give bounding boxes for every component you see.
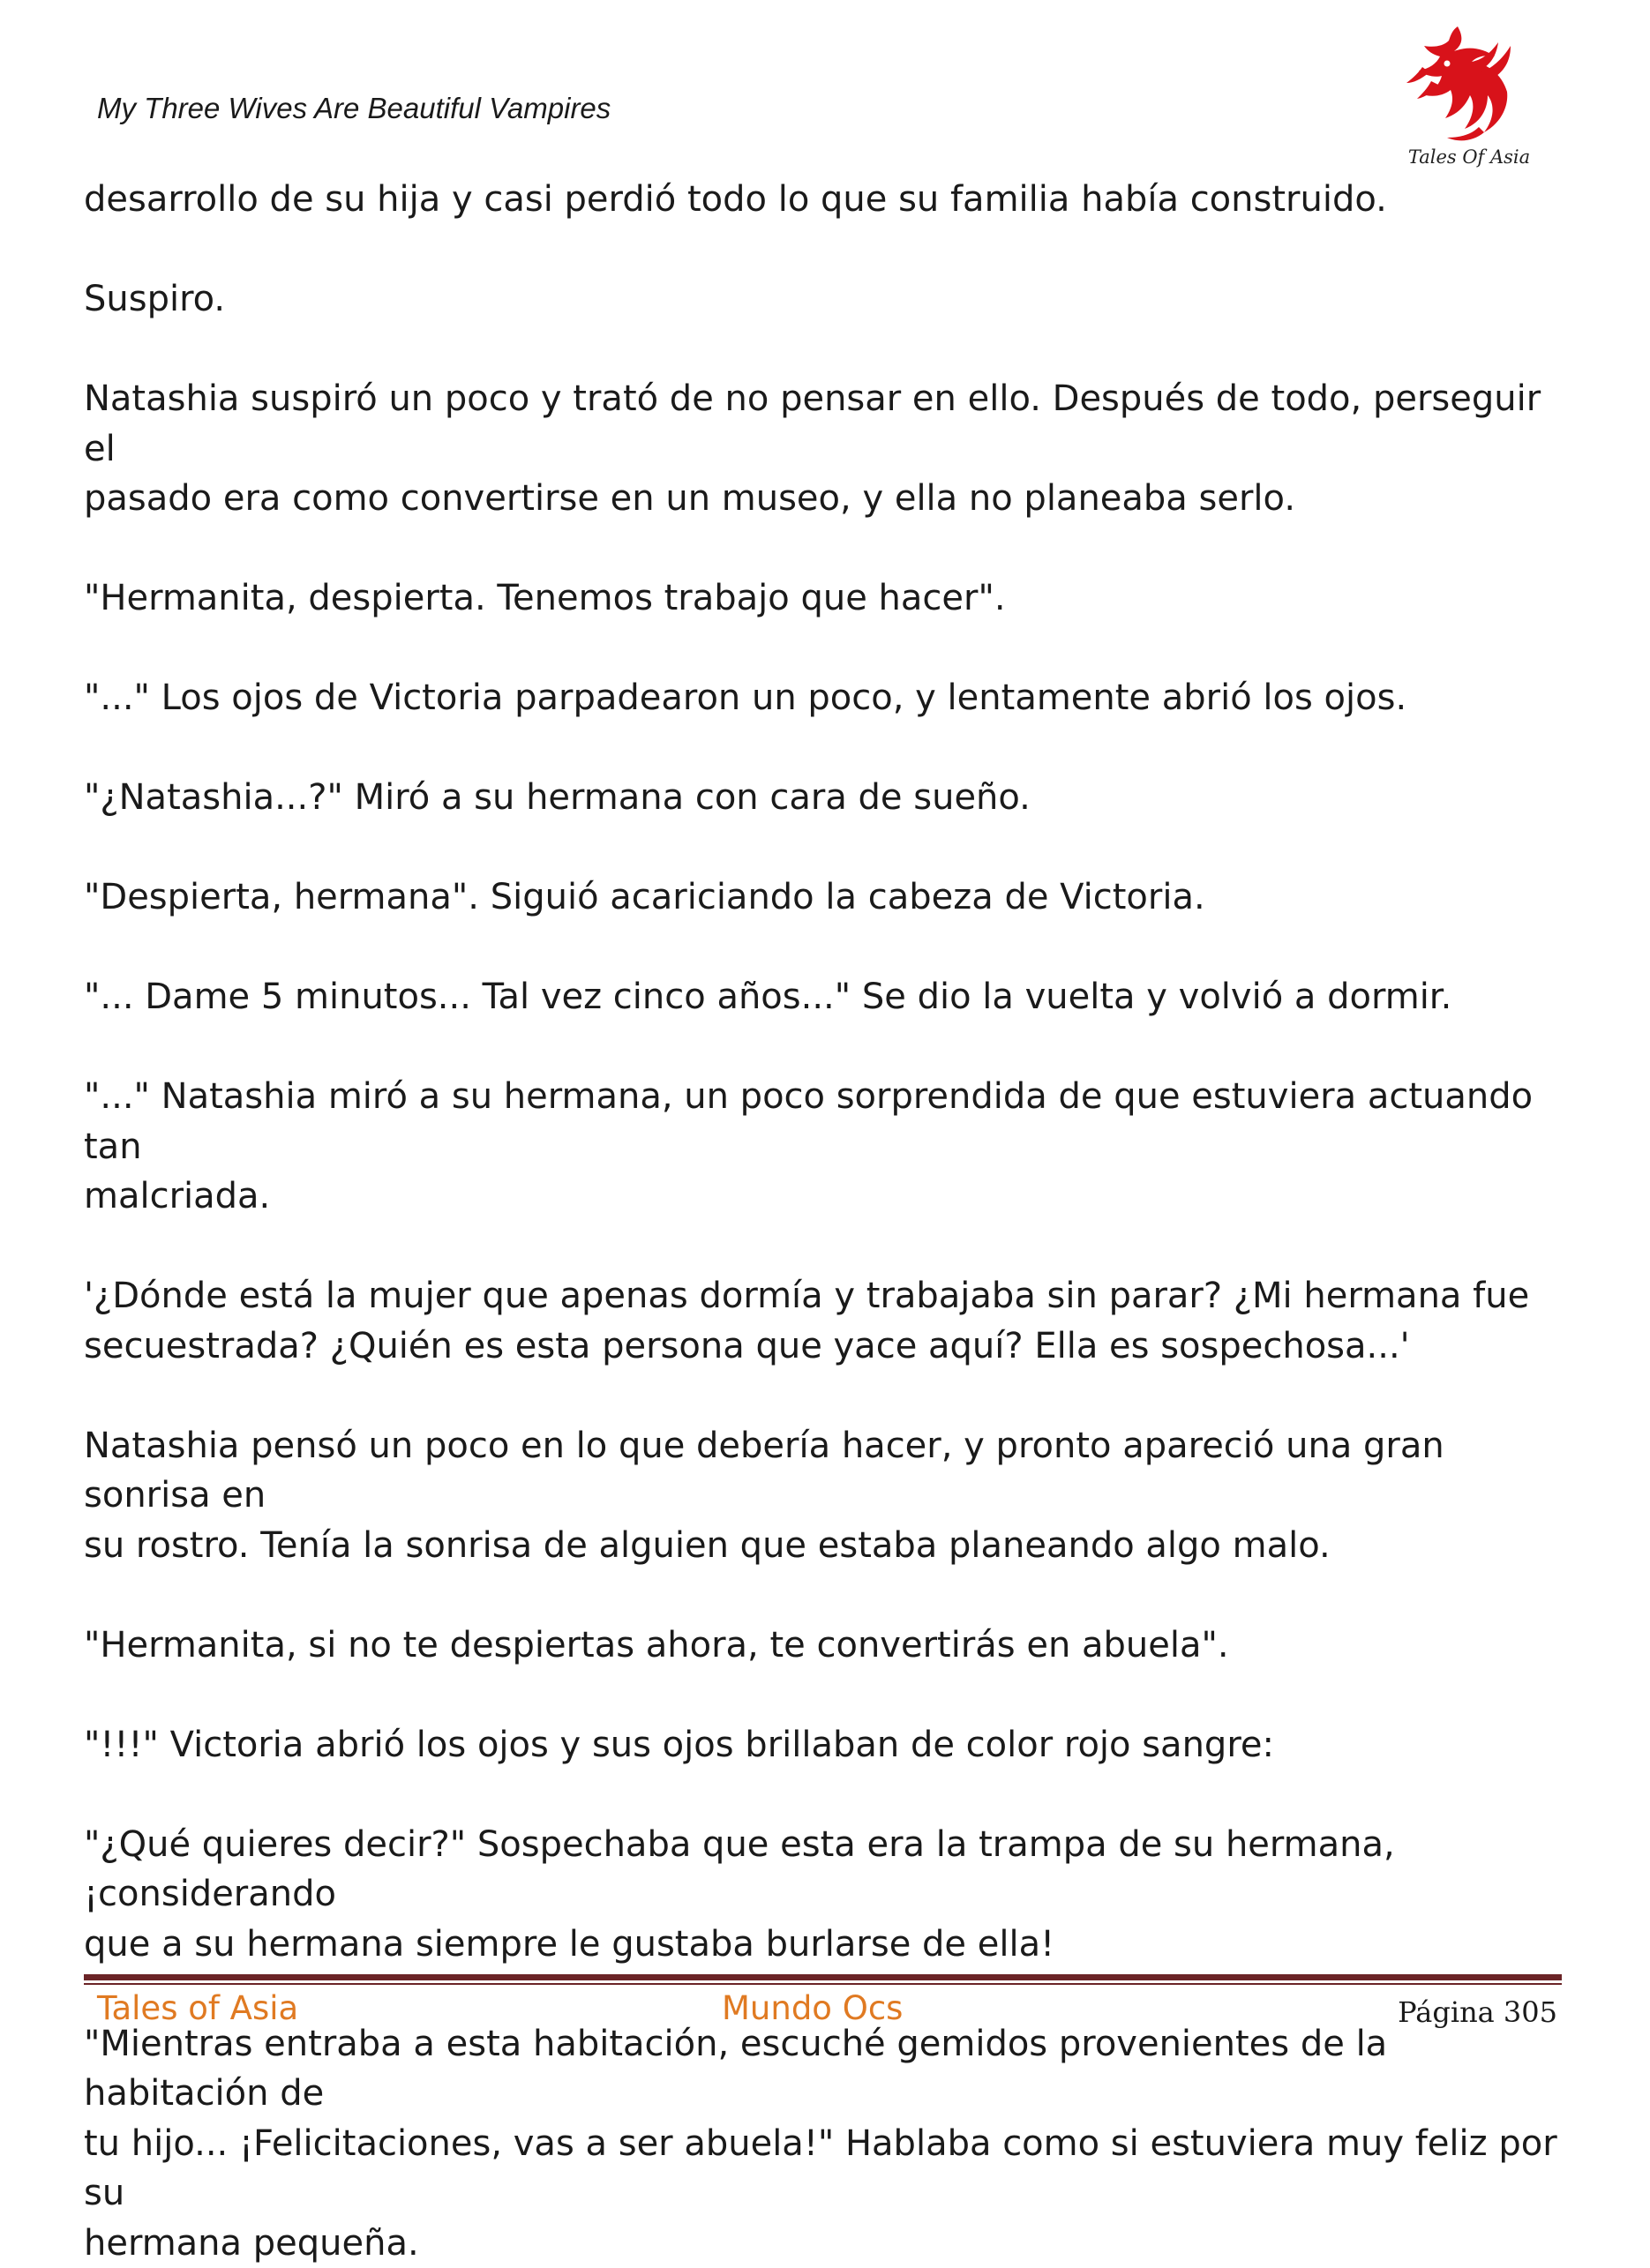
footer-rule [84,1974,1562,1985]
paragraph: "Hermanita, despierta. Tenemos trabajo que hacer". [84,573,1557,624]
header-title: My Three Wives Are Beautiful Vampires [97,92,611,125]
paragraph: "¿Qué quieres decir?" Sospechaba que esta era la trampa de su hermana, ¡considerando que a su hermana siempre le gustaba burlarse de ella! [84,1820,1557,1970]
paragraph: "Despierta, hermana". Siguió acariciando la cabeza de Victoria. [84,872,1557,923]
paragraph: '¿Dónde está la mujer que apenas dormía y trabajaba sin parar? ¿Mi hermana fue secuestrada? ¿Quién es esta persona que yace aquí? Ella es sospechosa...' [84,1271,1557,1371]
page-number: Página 305 [1398,1995,1557,2029]
red-dragon-icon [1403,19,1535,152]
logo-text: Tales Of Asia [1403,146,1535,168]
paragraph: desarrollo de su hija y casi perdió todo lo que su familia había construido. [84,175,1557,225]
paragraph: "!!!" Victoria abrió los ojos y sus ojos brillaban de color rojo sangre: [84,1720,1557,1770]
paragraph: Natashia pensó un poco en lo que debería hacer, y pronto apareció una gran sonrisa en su rostro. Tenía la sonrisa de alguien que estaba planeando algo malo. [84,1421,1557,1571]
footer-left-text: Tales of Asia [97,1989,298,2027]
paragraph: "... Dame 5 minutos... Tal vez cinco años..." Se dio la vuelta y volvió a dormir. [84,972,1557,1022]
paragraph: "Hermanita, si no te despiertas ahora, te convertirás en abuela". [84,1621,1557,1671]
paragraph: "..." Los ojos de Victoria parpadearon un poco, y lentamente abrió los ojos. [84,673,1557,723]
paragraph: Natashia suspiró un poco y trató de no pensar en ello. Después de todo, perseguir el pasado era como convertirse en un museo, y ella no planeaba serlo. [84,374,1557,524]
logo [1403,19,1535,178]
footer-center-text: Mundo Ocs [722,1989,903,2027]
paragraph: "Mientras entraba a esta habitación, escuché gemidos provenientes de la habitación de tu hijo... ¡Felicitaciones, vas a ser abuela!" Hablaba como si estuviera muy feliz por su hermana pequeña. [84,2019,1557,2268]
paragraph: "..." Natashia miró a su hermana, un poco sorprendida de que estuviera actuando tan malcriada. [84,1072,1557,1222]
paragraph: "¿Natashia...?" Miró a su hermana con cara de sueño. [84,773,1557,823]
paragraph: Suspiro. [84,274,1557,325]
page-body [84,175,1557,2268]
